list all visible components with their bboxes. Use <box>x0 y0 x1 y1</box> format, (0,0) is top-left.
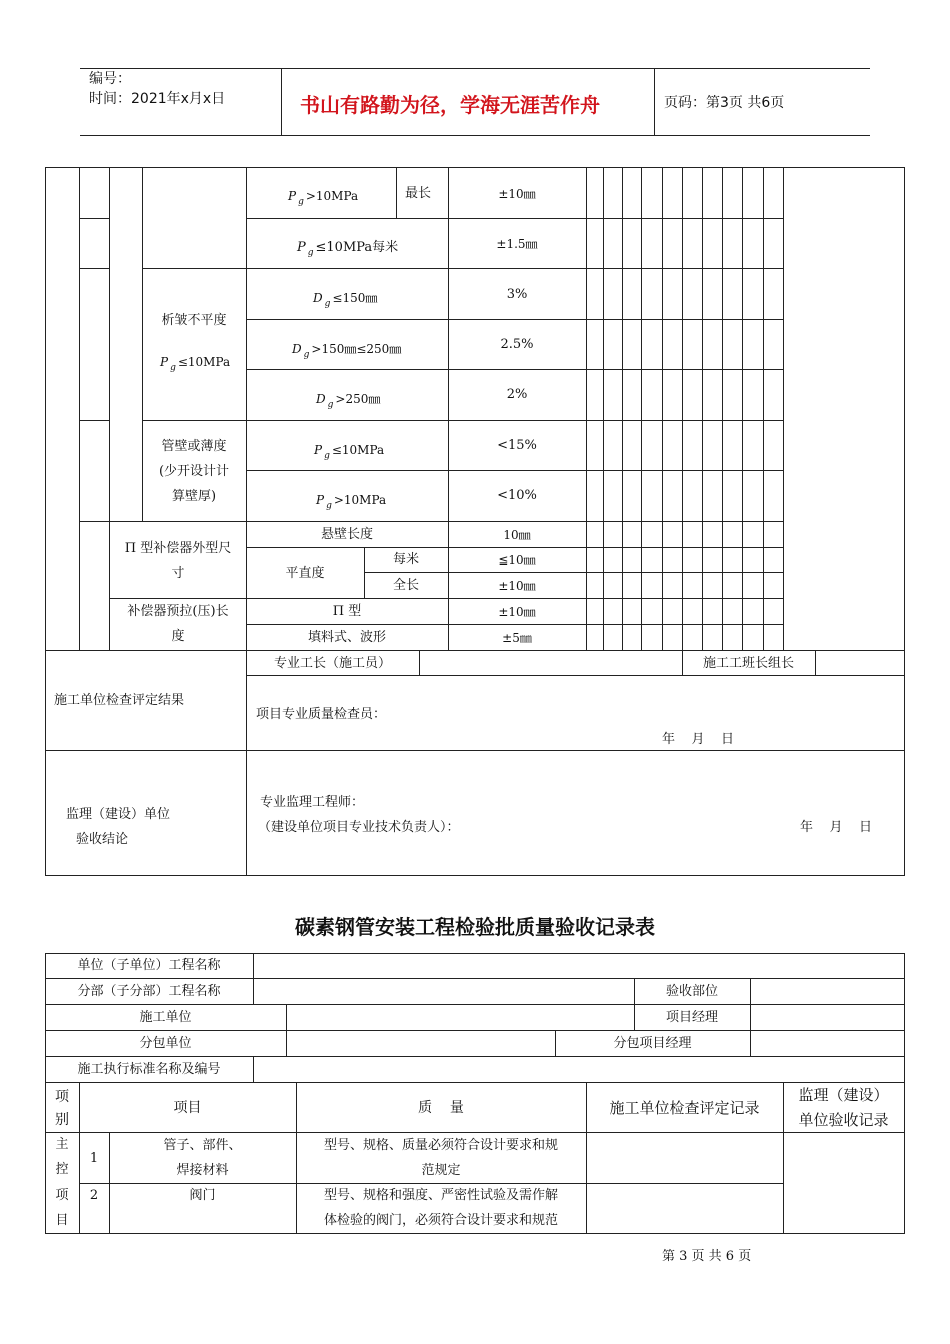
quality-inspector-label: 项目专业质量检查员： <box>256 707 387 722</box>
item-2-quality-2: 体检验的阀门，必须符合设计要求和规范 <box>323 1213 558 1228</box>
cond-row-7: P $_g$ >10MPa <box>316 493 387 511</box>
acceptance-part-field[interactable] <box>751 979 904 1003</box>
team-leader-field[interactable] <box>816 651 904 675</box>
page-footer: 第 3 页 共 6 页 <box>662 1249 752 1264</box>
tol-row-1: ±10㎜ <box>498 187 536 201</box>
item-1-quality-2: 范规定 <box>421 1163 461 1178</box>
cantilever-tol: 10㎜ <box>503 528 531 542</box>
wall-label-2: (少开设计计 <box>158 464 230 479</box>
acceptance-part-label: 验收部位 <box>665 984 718 999</box>
foreman-label: 专业工长（施工员） <box>273 656 391 671</box>
pi-type-label: Π 型 <box>332 604 362 619</box>
col-construction-check: 施工单位检查评定记录 <box>609 1099 760 1117</box>
doc-number-label: 编号： <box>89 71 131 87</box>
sub-project-field[interactable] <box>254 979 634 1003</box>
pi-label-1: Π 型补偿器外型尺 <box>124 541 232 556</box>
item-1-name-1: 管子、部件、 <box>163 1138 242 1153</box>
main-control-char-3: 项 <box>55 1188 69 1203</box>
pretension-label-2: 度 <box>171 629 185 644</box>
tol-row-4: 2.5% <box>500 337 534 352</box>
main-control-char-4: 目 <box>55 1213 69 1228</box>
construction-unit-label: 施工单位 <box>139 1010 192 1025</box>
item-2-name-1: 阀门 <box>189 1188 216 1203</box>
supervision-label-1: 监理（建设）单位 <box>66 807 171 822</box>
subcontract-unit-field[interactable] <box>287 1031 555 1055</box>
flatness-label: 平直度 <box>285 566 325 581</box>
project-manager-label: 项目经理 <box>665 1010 718 1025</box>
construction-unit-field[interactable] <box>287 1005 634 1029</box>
col-category-2: 别 <box>55 1112 69 1128</box>
foreman-field[interactable] <box>420 651 682 675</box>
date-label-2: 年 月 日 <box>800 820 873 835</box>
motto-text: 书山有路勤为径，学海无涯苦作舟 <box>300 93 600 117</box>
standard-field[interactable] <box>254 1057 904 1081</box>
cond-row-6: P $_g$ ≤10MPa <box>314 443 385 461</box>
team-leader-label: 施工工班长组长 <box>702 656 794 671</box>
supervision-label-2: 验收结论 <box>76 832 129 847</box>
cond-row-5: D $_g$ >250㎜ <box>316 392 381 410</box>
cond-row-4: D $_g$ >150㎜≤250㎜ <box>292 342 402 360</box>
col-item: 项目 <box>173 1100 202 1116</box>
item-2-number: 2 <box>89 1188 99 1203</box>
owner-tech-label: （建设单位项目专业技术负责人）： <box>258 820 460 835</box>
col-supervision-1: 监理（建设） <box>798 1086 889 1104</box>
wall-label-1: 管壁或薄度 <box>161 439 227 454</box>
pretension-label-1: 补偿器预拉(压)长 <box>127 604 229 619</box>
standard-label: 施工执行标准名称及编号 <box>77 1062 221 1077</box>
construction-result-label: 施工单位检查评定结果 <box>54 693 185 708</box>
full-length-tol: ±10㎜ <box>498 579 536 593</box>
bend-condition: P $_g$ ≤10MPa <box>160 355 231 373</box>
item-1-number: 1 <box>89 1151 99 1166</box>
cond-row-2: P $_g$ ≤10MPa每米 <box>297 240 399 258</box>
doc-time-label: 时间：2021年x月x日 <box>89 91 226 107</box>
col-category-1: 项 <box>55 1089 69 1105</box>
cantilever-label: 悬壁长度 <box>320 527 373 542</box>
per-meter-tol: ≦10㎜ <box>498 553 536 567</box>
subcontract-unit-label: 分包单位 <box>139 1036 192 1051</box>
cond-row-1: P $_g$ >10MPa <box>288 189 359 207</box>
supervisor-engineer-label: 专业监理工程师： <box>260 795 365 810</box>
unit-project-field[interactable] <box>254 954 904 978</box>
cond-row-3: D $_g$ ≤150㎜ <box>313 291 378 309</box>
wall-label-3: 算壁厚) <box>171 489 217 504</box>
tol-row-2: ±1.5㎜ <box>496 237 538 251</box>
col-supervision-2: 单位验收记录 <box>798 1111 889 1129</box>
main-control-char-1: 主 <box>55 1137 69 1152</box>
subcontract-manager-field[interactable] <box>751 1031 904 1055</box>
bend-label: 析皱不平度 <box>161 313 227 328</box>
per-meter-label: 每米 <box>392 552 419 567</box>
packing-label: 填料式、波形 <box>307 630 386 645</box>
packing-tol: ±5㎜ <box>502 631 532 645</box>
pi-type-tol: ±10㎜ <box>498 605 536 619</box>
tol-row-5: 2% <box>506 387 528 402</box>
extra-longest-label: 最长 <box>405 186 432 201</box>
item-1-quality-1: 型号、规格、质量必须符合设计要求和规 <box>323 1138 558 1153</box>
date-label-1: 年 月 日 <box>662 732 735 747</box>
project-manager-field[interactable] <box>751 1005 904 1029</box>
unit-project-label: 单位（子单位）工程名称 <box>77 958 221 973</box>
subcontract-manager-label: 分包项目经理 <box>613 1036 692 1051</box>
sub-project-label: 分部（子分部）工程名称 <box>77 984 221 999</box>
tol-row-6: <15% <box>497 438 537 453</box>
tol-row-3: 3% <box>506 287 528 302</box>
full-length-label: 全长 <box>392 578 419 593</box>
pi-label-2: 寸 <box>171 566 185 581</box>
col-quality: 质 量 <box>418 1100 464 1116</box>
form-title: 碳素钢管安装工程检验批质量验收记录表 <box>295 915 655 939</box>
page-indicator: 页码：第3页 共6页 <box>664 95 785 111</box>
item-1-name-2: 焊接材料 <box>176 1163 229 1178</box>
main-control-char-2: 控 <box>55 1162 69 1177</box>
tol-row-7: <10% <box>497 488 537 503</box>
item-2-quality-1: 型号、规格和强度、严密性试验及需作解 <box>323 1188 558 1203</box>
